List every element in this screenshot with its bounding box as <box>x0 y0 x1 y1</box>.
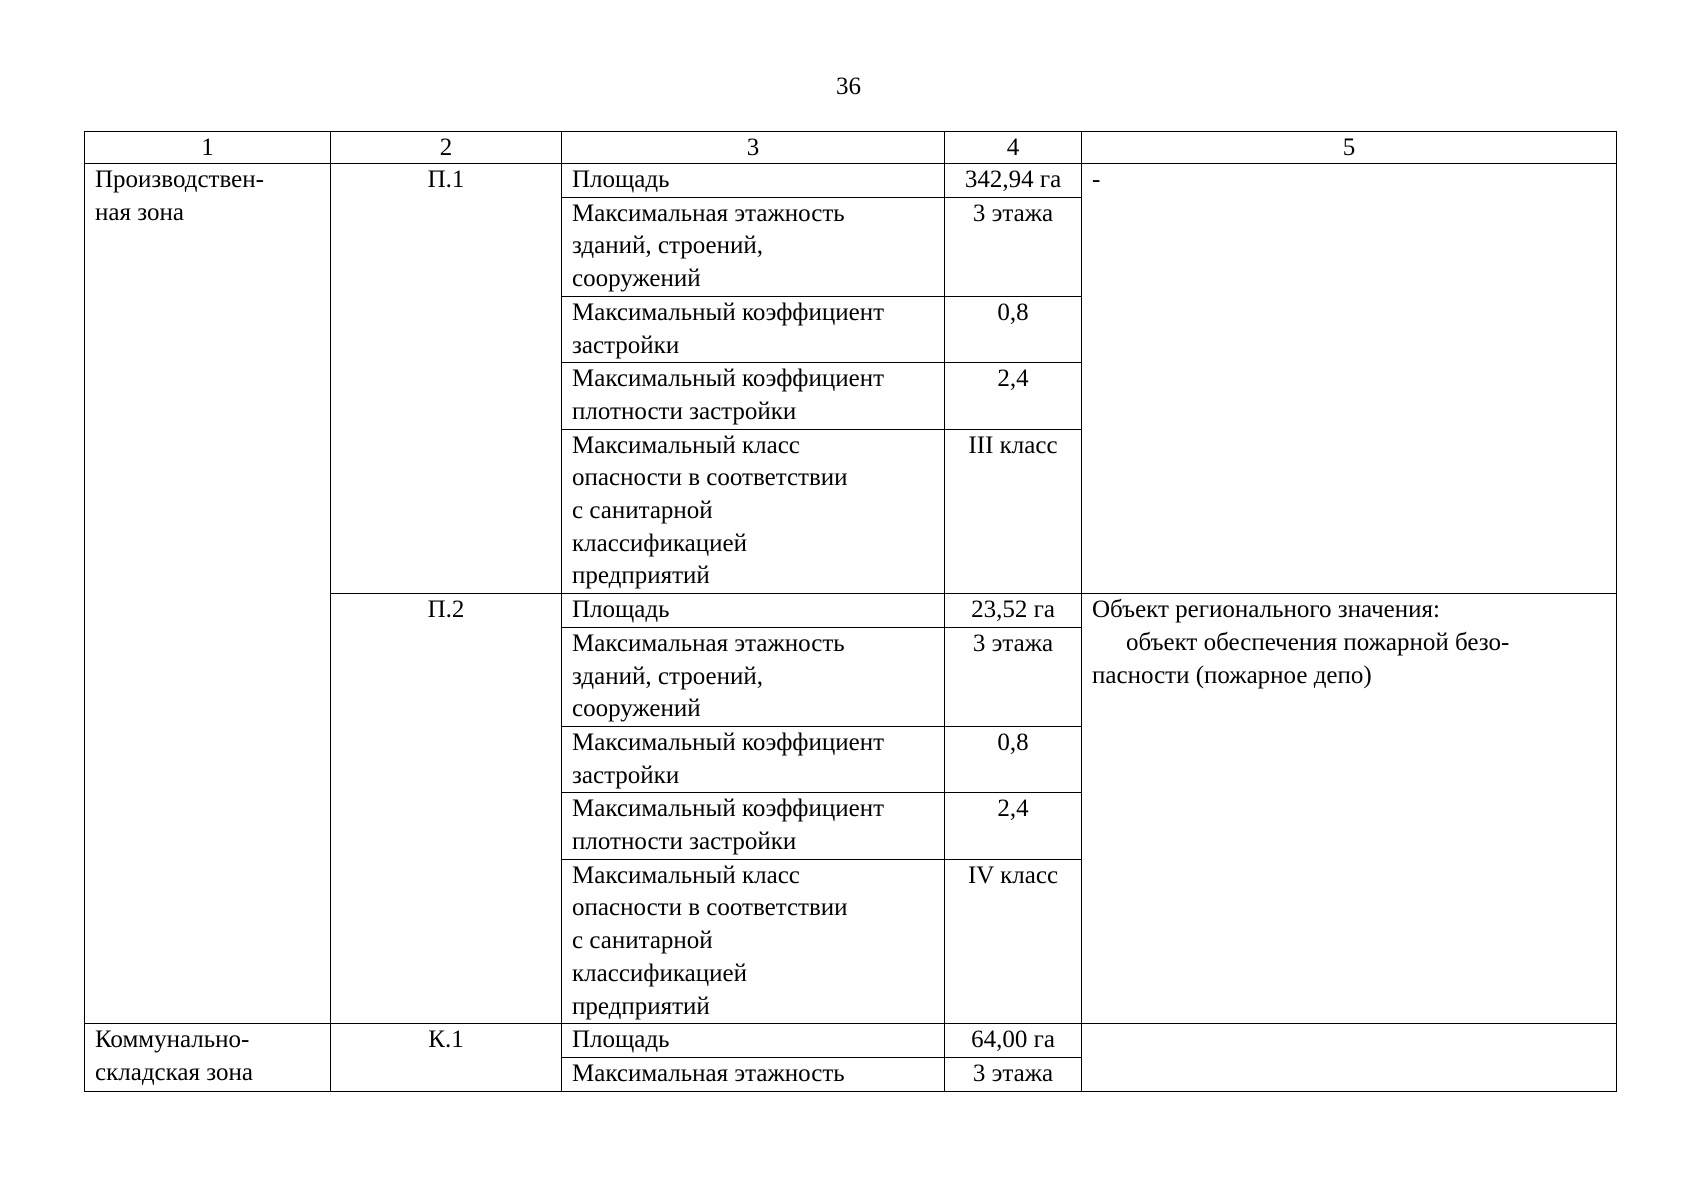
value-cell: 0,8 <box>945 296 1082 362</box>
value-cell: 23,52 га <box>945 594 1082 628</box>
value-cell: IV класс <box>945 859 1082 1024</box>
param-cell: Максимальный коэффициент плотности застройки <box>562 363 945 429</box>
param-cell: Максимальная этажность <box>562 1057 945 1091</box>
value-cell: 64,00 га <box>945 1024 1082 1058</box>
table-row <box>85 164 1617 198</box>
subzone-code-p2: П.2 <box>331 594 562 1024</box>
param-cell: Максимальный класс опасности в соответствии с санитарной классификацией предприятий <box>562 859 945 1024</box>
param-cell: Максимальный коэффициент застройки <box>562 296 945 362</box>
value-cell: 3 этажа <box>945 197 1082 296</box>
note-cell-p2 <box>1082 594 1617 1024</box>
param-cell: Максимальный класс опасности в соответствии с санитарной классификацией предприятий <box>562 429 945 594</box>
param-cell: Максимальная этажность зданий, строений, сооружений <box>562 627 945 726</box>
note-item-continuation: пасности (пожарное депо) <box>1092 661 1372 689</box>
param-cell: Максимальный коэффициент плотности застройки <box>562 793 945 859</box>
page-number: 36 <box>836 73 861 100</box>
header-col-5: 5 <box>1082 132 1617 164</box>
header-col-3: 3 <box>562 132 945 164</box>
header-col-4: 4 <box>945 132 1082 164</box>
table-row <box>85 1024 1617 1058</box>
value-cell: III класс <box>945 429 1082 594</box>
value-cell: 3 этажа <box>945 627 1082 726</box>
subzone-code-k1: К.1 <box>331 1024 562 1091</box>
value-cell: 2,4 <box>945 363 1082 429</box>
table-header-row <box>85 132 1617 164</box>
value-cell: 342,94 га <box>945 164 1082 198</box>
note-item: объект обеспечения пожарной безо- <box>1126 628 1510 656</box>
value-cell: 2,4 <box>945 793 1082 859</box>
value-cell: 0,8 <box>945 726 1082 792</box>
param-cell: Площадь <box>562 594 945 628</box>
zone-name-production: Производствен- ная зона <box>85 164 331 1024</box>
header-col-1: 1 <box>85 132 331 164</box>
param-cell: Максимальная этажность зданий, строений, сооружений <box>562 197 945 296</box>
subzone-code-p1: П.1 <box>331 164 562 594</box>
param-cell: Площадь <box>562 1024 945 1058</box>
note-cell-k1 <box>1082 1024 1617 1091</box>
zone-name-communal: Коммунально- складская зона <box>85 1024 331 1091</box>
note-title: Объект регионального значения: <box>1092 596 1440 624</box>
param-cell: Максимальный коэффициент застройки <box>562 726 945 792</box>
header-col-2: 2 <box>331 132 562 164</box>
value-cell: 3 этажа <box>945 1057 1082 1091</box>
param-cell: Площадь <box>562 164 945 198</box>
note-cell-p1: - <box>1082 164 1617 594</box>
zones-parameters-table <box>84 131 1617 1092</box>
